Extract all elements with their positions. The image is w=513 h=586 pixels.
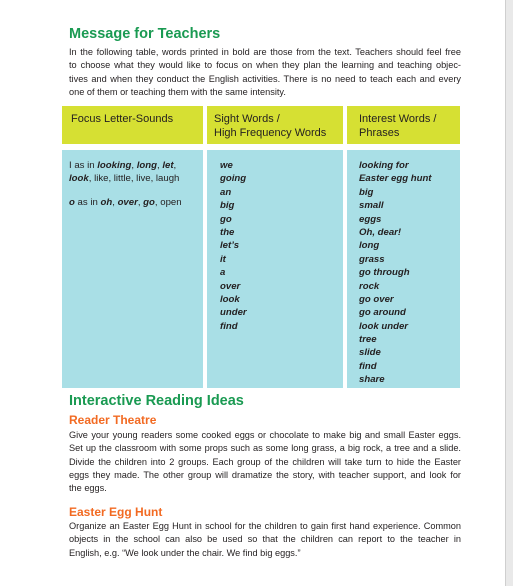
- interest-word: share: [359, 374, 385, 386]
- interest-word: go through: [359, 267, 410, 279]
- interest-word: Oh, dear!: [359, 226, 402, 238]
- text-line: Give your young readers some cooked eggs or chocolate to make big and small Easter eggs.: [69, 430, 461, 440]
- teachers-heading: Message for Teachers: [69, 26, 221, 42]
- header-text: Phrases: [359, 127, 400, 139]
- interest-word: look under: [359, 320, 409, 332]
- reading-heading: Interactive Reading Ideas: [69, 393, 244, 409]
- sight-word: an: [220, 186, 232, 198]
- sight-word: find: [220, 320, 238, 332]
- text-line: English, e.g. “We look under the chair. We find big eggs.”: [69, 547, 301, 558]
- interest-word: looking for: [359, 160, 409, 171]
- interest-words-list: [359, 159, 432, 387]
- easter-egg-hunt-heading: Easter Egg Hunt: [69, 505, 163, 519]
- sight-word: big: [220, 200, 235, 212]
- sight-word: going: [220, 173, 247, 185]
- sight-words-cell: [207, 150, 343, 388]
- focus-letter-sounds-cell: [62, 150, 203, 388]
- sight-word: let’s: [220, 240, 240, 252]
- interest-word: Easter egg hunt: [359, 173, 432, 185]
- text-line: objects in the school can also be used so that the children can report to the teacher in: [69, 534, 461, 545]
- focus-line: o as in oh, over, go, open: [69, 197, 182, 208]
- interest-word: rock: [359, 280, 380, 292]
- header-focus-letter-sounds: [62, 106, 203, 144]
- word-table: [62, 106, 460, 388]
- interest-word: go around: [359, 307, 406, 319]
- interest-word: tree: [359, 334, 377, 346]
- sight-word: over: [220, 280, 241, 292]
- sight-word: go: [220, 213, 232, 225]
- text-line: one of them or teaching them with the same intensity.: [69, 86, 286, 97]
- text-line: the eggs.: [69, 483, 107, 494]
- text-line: Organize an Easter Egg Hunt in school for the children to gain first hand experience. Common: [69, 521, 461, 531]
- focus-line: I as in looking, long, let,: [69, 160, 177, 171]
- text-line: Set up the classroom with some props such as some long grass, a big rock, a tree and a slide.: [69, 443, 461, 454]
- page-edge: [505, 0, 513, 586]
- interest-word: small: [359, 200, 384, 212]
- reader-theatre-heading: Reader Theatre: [69, 413, 157, 427]
- sight-words-list: [220, 159, 247, 333]
- text-line: to choose what they would like to focus on when they plan the learning and teaching objec-: [69, 60, 461, 71]
- easter-egg-hunt-paragraph: [69, 520, 461, 560]
- sight-word: the: [220, 226, 235, 238]
- sight-word: we: [220, 160, 233, 171]
- header-text: Focus Letter-Sounds: [71, 113, 174, 125]
- interest-words-cell: [347, 150, 460, 388]
- interest-word: slide: [359, 347, 381, 359]
- header-interest-words: [347, 106, 460, 144]
- header-text: Interest Words /: [359, 113, 437, 125]
- header-text: Sight Words /: [214, 113, 280, 125]
- header-text: High Frequency Words: [214, 127, 327, 139]
- sight-word: look: [220, 293, 240, 305]
- interest-word: big: [359, 186, 374, 198]
- sight-word: under: [220, 307, 247, 319]
- focus-line: look, like, little, live, laugh: [69, 173, 180, 185]
- header-sight-words: [207, 106, 343, 144]
- reader-theatre-paragraph: [69, 429, 461, 495]
- interest-word: grass: [359, 253, 385, 265]
- text-line: In the following table, words printed in bold are those from the text. Teachers should feel free: [69, 47, 461, 57]
- sight-word: a: [220, 267, 226, 279]
- text-line: eggs they made. The other group will dramatize the story, with teacher support, and look for: [69, 469, 461, 480]
- text-line: Divide the children into 2 groups. Each group of the children will take turn to hide the Easter: [69, 456, 461, 467]
- text-line: tives and when they conduct the English activities. There is no need to teach each and every: [69, 73, 461, 84]
- interest-word: find: [359, 360, 377, 372]
- interest-word: eggs: [359, 213, 382, 225]
- teachers-paragraph: [69, 46, 461, 99]
- interest-word: long: [359, 240, 380, 252]
- sight-word: it: [220, 253, 226, 265]
- interest-word: go over: [359, 293, 394, 305]
